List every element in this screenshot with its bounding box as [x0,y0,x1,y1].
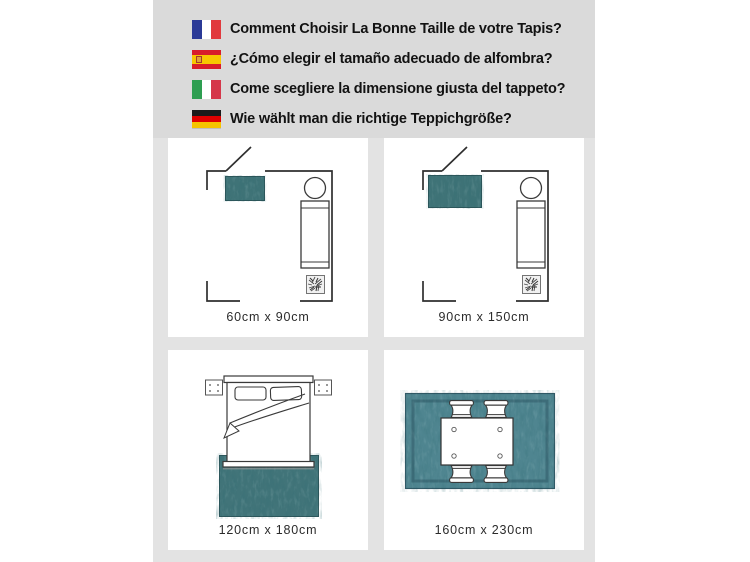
header-row-italian [153,74,595,104]
rug-60x90 [225,176,265,201]
panel-rug-120x180 [168,350,368,550]
bedroom-floor-plan-small-rug-diagram [168,138,368,337]
panel-rug-60x90 [168,138,368,337]
flag-stripe [211,80,221,99]
chair-bottom-right [484,466,508,483]
flag-stripe [192,20,202,39]
spain-coat-of-arms [196,56,202,63]
room-floor-plan [207,147,332,301]
size-label-90x150: 90cm x 150cm [438,310,530,324]
header [153,0,595,138]
germany-flag-icon [192,110,221,129]
pillow-left [235,387,266,400]
content-strip [153,0,595,562]
flag-stripe [202,80,212,99]
chair-bottom-left [450,466,474,483]
nightstand-right [315,380,332,395]
nightstand-left [206,380,223,395]
flag-stripe [192,64,221,69]
flag-stripe [202,20,212,39]
header-row-french [153,14,595,44]
france-flag-icon [192,20,221,39]
dining-table-on-rug-diagram [384,350,584,550]
pillow-right [270,386,301,400]
footboard [223,462,314,468]
chair-top-left [450,401,474,418]
panel-rug-90x150 [384,138,584,337]
header-text-french: Comment Choisir La Bonne Taille de votre Tapis? [230,21,562,37]
header-text-italian: Come scegliere la dimensione giusta del tappeto? [230,81,566,97]
flag-stripe [192,80,202,99]
room-floor-plan [423,147,548,301]
bedroom-floor-plan-medium-rug-diagram [384,138,584,337]
size-label-60x90: 60cm x 90cm [226,310,310,324]
spain-flag-icon [192,50,221,69]
header-text-german: Wie wählt man die richtige Teppichgröße? [230,111,512,127]
panel-rug-160x230 [384,350,584,550]
size-label-120x180: 120cm x 180cm [218,523,318,537]
italy-flag-icon [192,80,221,99]
header-row-spanish [153,44,595,74]
flag-stripe [192,122,221,128]
dining-table [441,418,513,465]
double-bed [223,376,314,469]
chair-top-right [484,401,508,418]
rug-90x150 [428,175,482,208]
header-text-spanish: ¿Cómo elegir el tamaño adecuado de alfombra? [230,51,553,67]
bed-top-view-rug-diagram [168,350,368,550]
header-row-german [153,104,595,134]
size-label-160x230: 160cm x 230cm [434,523,534,537]
flag-stripe [211,20,221,39]
